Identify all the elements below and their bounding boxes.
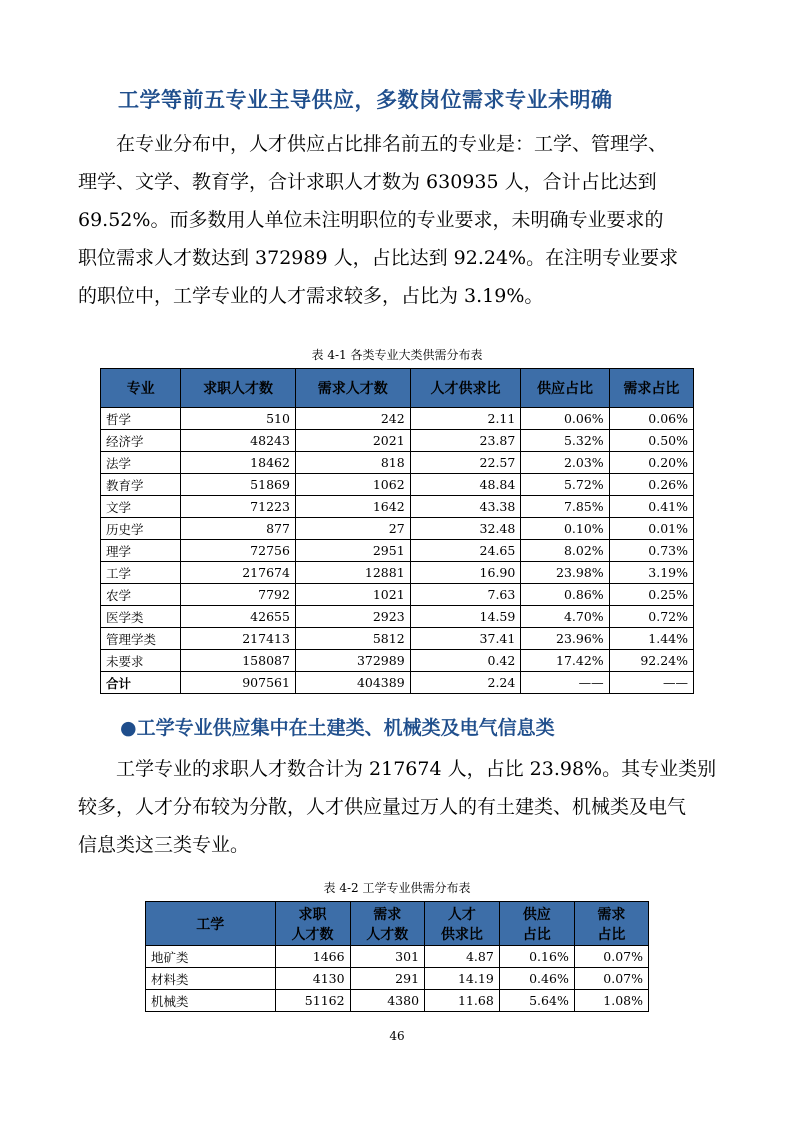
row-label: 机械类 bbox=[146, 990, 276, 1012]
cell-value: 42655 bbox=[181, 606, 296, 628]
cell-value: 7792 bbox=[181, 584, 296, 606]
cell-value: 71223 bbox=[181, 496, 296, 518]
table-row bbox=[146, 946, 649, 968]
cell-value: 0.07% bbox=[574, 946, 648, 968]
cell-value: 1021 bbox=[295, 584, 410, 606]
row-label: 材料类 bbox=[146, 968, 276, 990]
cell-value: 242 bbox=[295, 408, 410, 430]
row-label: 未要求 bbox=[101, 650, 181, 672]
cell-value: 0.73% bbox=[609, 540, 693, 562]
page-number: 46 bbox=[389, 1029, 405, 1043]
table-row bbox=[101, 562, 694, 584]
table-row bbox=[101, 606, 694, 628]
table-row bbox=[101, 650, 694, 672]
cell-value: 818 bbox=[295, 452, 410, 474]
table-row bbox=[146, 990, 649, 1012]
cell-value: 291 bbox=[350, 968, 424, 990]
table-row bbox=[101, 430, 694, 452]
cell-value: 18462 bbox=[181, 452, 296, 474]
cell-value: 217413 bbox=[181, 628, 296, 650]
column-header: 专业 bbox=[101, 369, 181, 408]
row-label: 经济学 bbox=[101, 430, 181, 452]
cell-value: 72756 bbox=[181, 540, 296, 562]
cell-value: 51869 bbox=[181, 474, 296, 496]
row-label: 地矿类 bbox=[146, 946, 276, 968]
column-header: 需求 人才数 bbox=[350, 902, 424, 946]
cell-value: —— bbox=[521, 672, 609, 694]
cell-value: 43.38 bbox=[410, 496, 521, 518]
table-row bbox=[101, 584, 694, 606]
cell-value: 0.46% bbox=[499, 968, 574, 990]
cell-value: 7.63 bbox=[410, 584, 521, 606]
cell-value: 11.68 bbox=[425, 990, 500, 1012]
cell-value: 877 bbox=[181, 518, 296, 540]
cell-value: 4130 bbox=[275, 968, 350, 990]
cell-value: 0.72% bbox=[609, 606, 693, 628]
cell-value: 158087 bbox=[181, 650, 296, 672]
row-label: 历史学 bbox=[101, 518, 181, 540]
cell-value: 0.41% bbox=[609, 496, 693, 518]
paragraph-line: 理学、文学、教育学，合计求职人才数为 630935 人，合计占比达到 bbox=[78, 171, 657, 193]
cell-value: 5.64% bbox=[499, 990, 574, 1012]
table-row bbox=[101, 540, 694, 562]
table-row bbox=[101, 518, 694, 540]
cell-value: —— bbox=[609, 672, 693, 694]
cell-value: 0.20% bbox=[609, 452, 693, 474]
column-header: 工学 bbox=[146, 902, 276, 946]
cell-value: 24.65 bbox=[410, 540, 521, 562]
cell-value: 0.25% bbox=[609, 584, 693, 606]
cell-value: 1466 bbox=[275, 946, 350, 968]
cell-value: 92.24% bbox=[609, 650, 693, 672]
cell-value: 2.24 bbox=[410, 672, 521, 694]
row-label: 法学 bbox=[101, 452, 181, 474]
table-major-supply-demand bbox=[100, 368, 694, 694]
cell-value: 3.19% bbox=[609, 562, 693, 584]
cell-value: 2021 bbox=[295, 430, 410, 452]
row-label: 理学 bbox=[101, 540, 181, 562]
cell-value: 37.41 bbox=[410, 628, 521, 650]
paragraph-line: 信息类这三类专业。 bbox=[78, 834, 250, 856]
row-label: 管理学类 bbox=[101, 628, 181, 650]
column-header: 需求 占比 bbox=[574, 902, 648, 946]
paragraph-line: 较多，人才分布较为分散，人才供应量过万人的有土建类、机械类及电气 bbox=[78, 796, 687, 818]
column-header: 需求人才数 bbox=[295, 369, 410, 408]
row-label: 医学类 bbox=[101, 606, 181, 628]
cell-value: 0.42 bbox=[410, 650, 521, 672]
table-row bbox=[101, 496, 694, 518]
cell-value: 2.03% bbox=[521, 452, 609, 474]
cell-value: 14.59 bbox=[410, 606, 521, 628]
cell-value: 17.42% bbox=[521, 650, 609, 672]
cell-value: 1.08% bbox=[574, 990, 648, 1012]
cell-value: 5.32% bbox=[521, 430, 609, 452]
row-label: 文学 bbox=[101, 496, 181, 518]
column-header: 人才 供求比 bbox=[425, 902, 500, 946]
cell-value: 32.48 bbox=[410, 518, 521, 540]
cell-value: 301 bbox=[350, 946, 424, 968]
paragraph-line: 工学专业的求职人才数合计为 217674 人，占比 23.98%。其专业类别 bbox=[78, 758, 717, 780]
column-header: 供应 占比 bbox=[499, 902, 574, 946]
cell-value: 22.57 bbox=[410, 452, 521, 474]
cell-value: 217674 bbox=[181, 562, 296, 584]
cell-value: 48243 bbox=[181, 430, 296, 452]
table-2-caption: 表 4-2 工学专业供需分布表 bbox=[323, 881, 471, 895]
cell-value: 23.96% bbox=[521, 628, 609, 650]
cell-value: 4380 bbox=[350, 990, 424, 1012]
cell-value: 4.87 bbox=[425, 946, 500, 968]
cell-value: 510 bbox=[181, 408, 296, 430]
table-row bbox=[101, 628, 694, 650]
table-row bbox=[101, 672, 694, 694]
section-1-paragraph bbox=[78, 125, 728, 315]
cell-value: 5.72% bbox=[521, 474, 609, 496]
column-header: 需求占比 bbox=[609, 369, 693, 408]
cell-value: 1062 bbox=[295, 474, 410, 496]
cell-value: 0.10% bbox=[521, 518, 609, 540]
row-label: 合计 bbox=[101, 672, 181, 694]
paragraph-line: 在专业分布中，人才供应占比排名前五的专业是：工学、管理学、 bbox=[78, 133, 668, 155]
cell-value: 907561 bbox=[181, 672, 296, 694]
cell-value: 51162 bbox=[275, 990, 350, 1012]
table-row bbox=[146, 968, 649, 990]
cell-value: 0.16% bbox=[499, 946, 574, 968]
cell-value: 0.50% bbox=[609, 430, 693, 452]
cell-value: 12881 bbox=[295, 562, 410, 584]
column-header: 求职 人才数 bbox=[275, 902, 350, 946]
cell-value: 0.01% bbox=[609, 518, 693, 540]
cell-value: 8.02% bbox=[521, 540, 609, 562]
section-heading-1: 工学等前五专业主导供应，多数岗位需求专业未明确 bbox=[118, 88, 613, 112]
row-label: 农学 bbox=[101, 584, 181, 606]
paragraph-line: 职位需求人才数达到 372989 人，占比达到 92.24%。在注明专业要求 bbox=[78, 247, 679, 269]
cell-value: 4.70% bbox=[521, 606, 609, 628]
paragraph-line: 69.52%。而多数用人单位未注明职位的专业要求，未明确专业要求的 bbox=[78, 209, 664, 231]
column-header: 供应占比 bbox=[521, 369, 609, 408]
cell-value: 27 bbox=[295, 518, 410, 540]
cell-value: 1642 bbox=[295, 496, 410, 518]
row-label: 教育学 bbox=[101, 474, 181, 496]
row-label: 哲学 bbox=[101, 408, 181, 430]
cell-value: 0.06% bbox=[609, 408, 693, 430]
table-row bbox=[101, 474, 694, 496]
cell-value: 16.90 bbox=[410, 562, 521, 584]
paragraph-line: 的职位中，工学专业的人才需求较多，占比为 3.19%。 bbox=[78, 285, 544, 307]
column-header: 人才供求比 bbox=[410, 369, 521, 408]
cell-value: 23.87 bbox=[410, 430, 521, 452]
cell-value: 0.26% bbox=[609, 474, 693, 496]
section-heading-2: ●工学专业供应集中在土建类、机械类及电气信息类 bbox=[120, 717, 555, 739]
cell-value: 404389 bbox=[295, 672, 410, 694]
cell-value: 14.19 bbox=[425, 968, 500, 990]
cell-value: 5812 bbox=[295, 628, 410, 650]
cell-value: 372989 bbox=[295, 650, 410, 672]
table-1-caption: 表 4-1 各类专业大类供需分布表 bbox=[311, 348, 483, 362]
cell-value: 23.98% bbox=[521, 562, 609, 584]
table-row bbox=[101, 408, 694, 430]
column-header: 求职人才数 bbox=[181, 369, 296, 408]
cell-value: 0.07% bbox=[574, 968, 648, 990]
section-2-paragraph bbox=[78, 750, 728, 864]
cell-value: 7.85% bbox=[521, 496, 609, 518]
cell-value: 2923 bbox=[295, 606, 410, 628]
cell-value: 1.44% bbox=[609, 628, 693, 650]
cell-value: 2.11 bbox=[410, 408, 521, 430]
cell-value: 48.84 bbox=[410, 474, 521, 496]
cell-value: 0.06% bbox=[521, 408, 609, 430]
table-row bbox=[101, 452, 694, 474]
cell-value: 0.86% bbox=[521, 584, 609, 606]
table-engineering-supply-demand bbox=[145, 901, 649, 1012]
row-label: 工学 bbox=[101, 562, 181, 584]
cell-value: 2951 bbox=[295, 540, 410, 562]
